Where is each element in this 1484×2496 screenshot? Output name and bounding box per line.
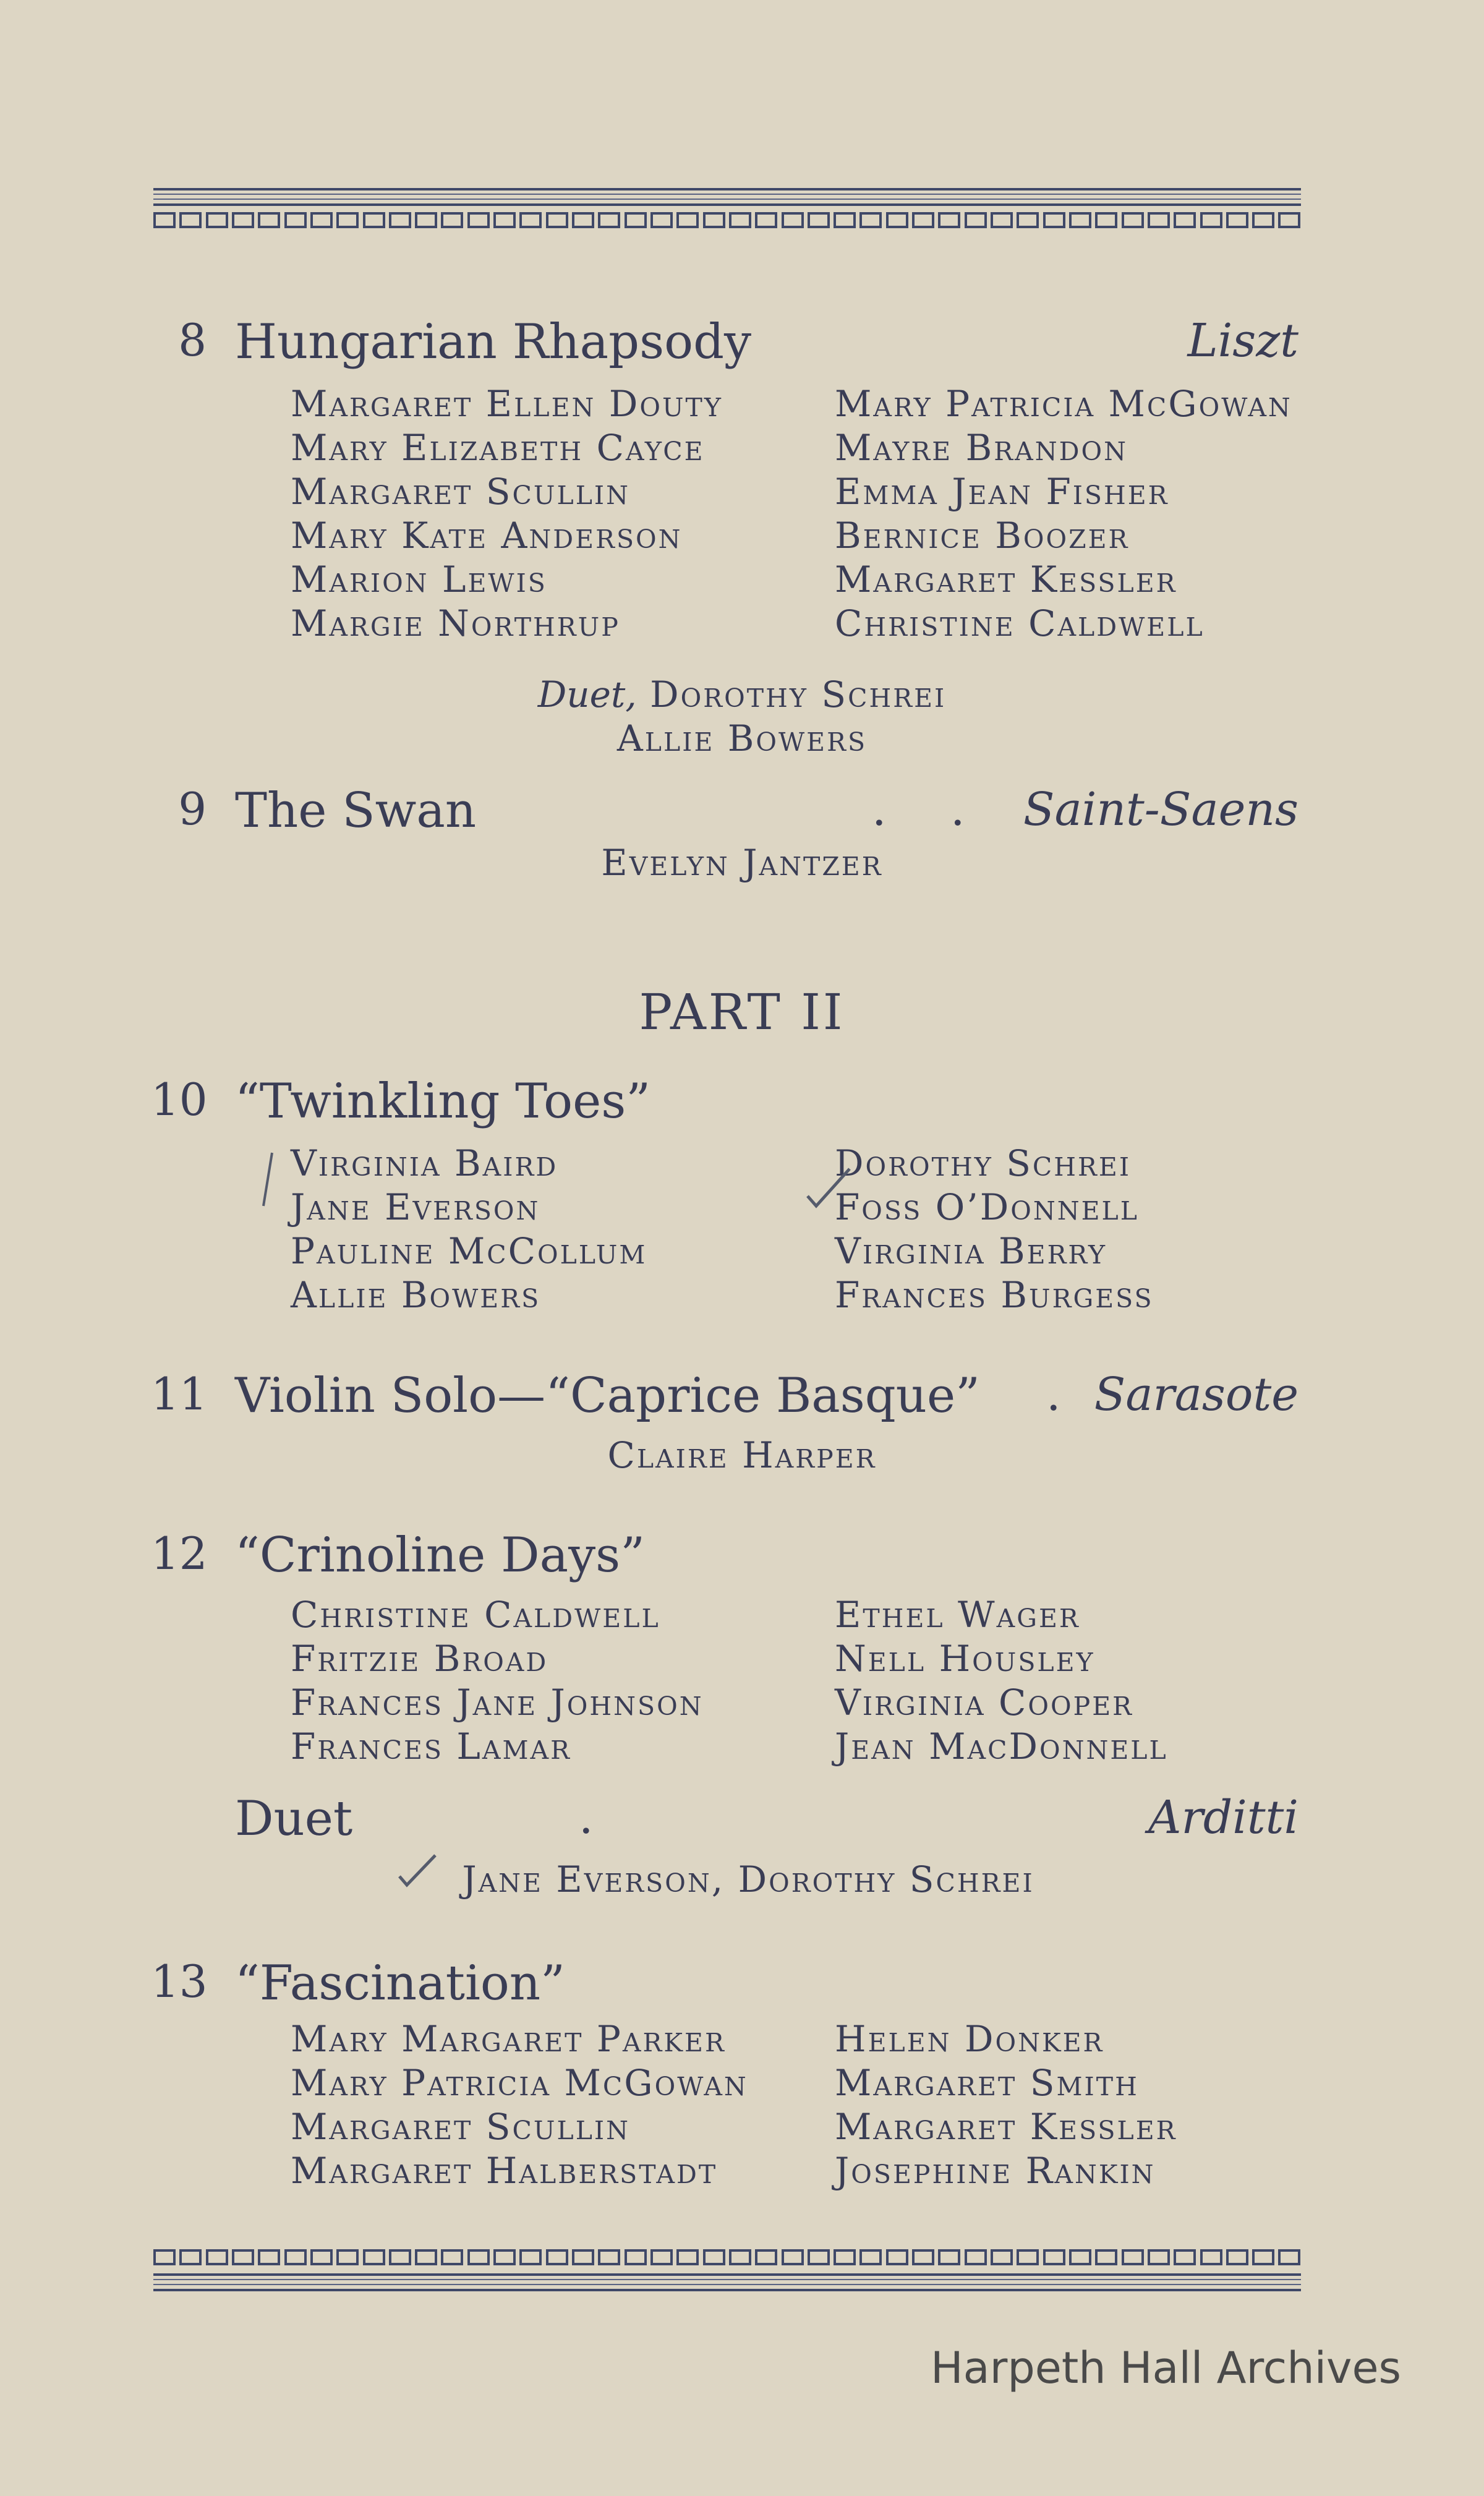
item-10-names-right [835, 1142, 1154, 1317]
border-square [519, 212, 542, 228]
leader-dots: . . [872, 783, 990, 836]
item-12-duet-performers: Jane Everson, Dorothy Schrei [462, 1858, 1034, 1900]
border-square [336, 2249, 359, 2265]
border-square [729, 2249, 751, 2265]
performer-name: Frances Jane Johnson [291, 1682, 704, 1724]
border-squares [153, 209, 1301, 231]
border-square [206, 212, 228, 228]
border-square [1174, 2249, 1196, 2265]
border-square [206, 2249, 228, 2265]
border-square [389, 212, 411, 228]
border-lines [153, 188, 1301, 206]
border-square [389, 2249, 411, 2265]
border-square [1043, 212, 1065, 228]
leader-dots: . [579, 1791, 618, 1844]
border-square [938, 212, 960, 228]
border-square [467, 2249, 490, 2265]
item-number: 9 [178, 783, 207, 835]
item-8-names-left [291, 382, 723, 646]
performer-name: Margaret Halberstadt [291, 2150, 718, 2192]
border-square [153, 212, 176, 228]
border-square [676, 2249, 699, 2265]
duet-title: Duet [235, 1791, 353, 1847]
border-square [782, 212, 804, 228]
item-8-names-right [835, 382, 1292, 646]
border-square [1278, 212, 1300, 228]
item-number: 11 [151, 1368, 208, 1420]
item-11-performer: Claire Harper [607, 1434, 877, 1476]
item-title: “Crinoline Days” [235, 1528, 646, 1583]
border-square [676, 212, 699, 228]
border-square [625, 212, 647, 228]
performer-name: Mary Margaret Parker [291, 2018, 726, 2060]
border-square [859, 2249, 882, 2265]
border-square [834, 2249, 856, 2265]
border-square [1200, 212, 1222, 228]
border-squares [153, 2246, 1301, 2268]
border-square [441, 2249, 463, 2265]
border-square [284, 2249, 307, 2265]
item-title: “Twinkling Toes” [235, 1074, 651, 1129]
performer-name: Christine Caldwell [291, 1594, 660, 1636]
border-square [258, 2249, 280, 2265]
border-square [886, 2249, 908, 2265]
item-12-names-left [291, 1593, 704, 1769]
performer-name: Pauline McCollum [291, 1230, 647, 1272]
border-square [729, 212, 751, 228]
border-square [991, 2249, 1013, 2265]
border-square [363, 212, 385, 228]
border-square [1017, 212, 1039, 228]
border-square [546, 2249, 568, 2265]
performer-name: Mary Patricia McGowan [835, 383, 1292, 425]
border-square [441, 212, 463, 228]
performer-name: Margaret Kessler [835, 558, 1177, 600]
bottom-decorative-border [153, 2246, 1301, 2294]
border-square [886, 212, 908, 228]
performer-name: Helen Donker [835, 2018, 1104, 2060]
item-composer: Sarasote [1094, 1368, 1298, 1421]
performer-name: Jane Everson [291, 1186, 540, 1228]
archive-watermark-label: Harpeth Hall Archives [931, 2343, 1401, 2393]
border-square [572, 212, 594, 228]
border-square [467, 212, 490, 228]
performer-name: Virginia Berry [835, 1230, 1107, 1272]
item-number: 13 [151, 1955, 208, 2007]
item-composer: Arditti [1148, 1791, 1298, 1844]
border-square [363, 2249, 385, 2265]
border-square [598, 212, 620, 228]
performer-name: Ethel Wager [835, 1594, 1080, 1636]
item-title: Violin Solo—“Caprice Basque” [235, 1368, 981, 1424]
border-square [284, 212, 307, 228]
performer-name: Jean MacDonnell [835, 1725, 1168, 1767]
border-square [755, 212, 777, 228]
border-square [572, 2249, 594, 2265]
performer-name: Bernice Boozer [835, 515, 1130, 557]
performer-name: Margaret Smith [835, 2062, 1139, 2104]
border-square [1148, 212, 1170, 228]
performer-name: Margaret Scullin [291, 471, 630, 513]
item-9-performer: Evelyn Jantzer [601, 842, 883, 884]
border-square [310, 212, 333, 228]
border-square [1148, 2249, 1170, 2265]
border-square [965, 2249, 987, 2265]
leader-dots: . [1046, 1368, 1086, 1421]
performer-name: Fritzie Broad [291, 1638, 548, 1680]
performer-name: Mary Patricia McGowan [291, 2062, 748, 2104]
performer-name: Virginia Cooper [835, 1682, 1134, 1724]
border-square [834, 212, 856, 228]
border-square [782, 2249, 804, 2265]
border-square [991, 212, 1013, 228]
border-square [1122, 2249, 1144, 2265]
border-square [965, 212, 987, 228]
item-title: Hungarian Rhapsody [235, 314, 752, 370]
performer-name: Frances Lamar [291, 1725, 572, 1767]
performer-name: Margaret Ellen Douty [291, 383, 723, 425]
border-square [938, 2249, 960, 2265]
item-number: 12 [151, 1528, 208, 1579]
performer-name: Virginia Baird [291, 1142, 558, 1184]
border-square [859, 212, 882, 228]
border-square [808, 2249, 830, 2265]
performer-name: Emma Jean Fisher [835, 471, 1169, 513]
border-square [703, 2249, 725, 2265]
border-square [1069, 2249, 1091, 2265]
border-square [179, 212, 202, 228]
item-8-duet-line-2 [0, 717, 1484, 761]
border-square [415, 212, 437, 228]
border-square [703, 212, 725, 228]
item-title: The Swan [235, 783, 477, 839]
performer-name: Margie Northrup [291, 602, 620, 644]
part-heading: PART II [639, 983, 845, 1041]
border-square [912, 2249, 934, 2265]
border-square [232, 212, 254, 228]
item-composer: Liszt [1187, 314, 1298, 367]
top-decorative-border [153, 188, 1301, 231]
item-number: 8 [178, 314, 207, 366]
performer-name: Mary Elizabeth Cayce [291, 427, 705, 469]
item-12-names-right [835, 1593, 1168, 1769]
performer-name: Frances Burgess [835, 1274, 1154, 1316]
performer-name: Josephine Rankin [835, 2150, 1156, 2192]
border-square [650, 212, 673, 228]
duet-performer: Dorothy Schrei [650, 673, 947, 716]
border-square [755, 2249, 777, 2265]
border-square [310, 2249, 333, 2265]
border-square [625, 2249, 647, 2265]
checkmark-icon [804, 1163, 853, 1212]
pencil-mark-icon [258, 1149, 277, 1211]
performer-name: Dorothy Schrei [835, 1142, 1132, 1184]
border-square [912, 212, 934, 228]
performer-name: Marion Lewis [291, 558, 547, 600]
performer-name: Nell Housley [835, 1638, 1095, 1680]
border-square [1017, 2249, 1039, 2265]
border-square [258, 212, 280, 228]
item-13-names-right [835, 2017, 1177, 2193]
border-square [336, 212, 359, 228]
performer-name: Margaret Kessler [835, 2106, 1177, 2148]
performer-name: Allie Bowers [291, 1274, 541, 1316]
item-13-names-left [291, 2017, 748, 2193]
item-8-duet-line [0, 673, 1484, 717]
item-number: 10 [151, 1074, 208, 1126]
border-square [519, 2249, 542, 2265]
border-square [598, 2249, 620, 2265]
duet-performer: Allie Bowers [616, 717, 868, 759]
performer-name: Mayre Brandon [835, 427, 1128, 469]
border-square [650, 2249, 673, 2265]
performer-name: Foss O’Donnell [835, 1186, 1139, 1228]
performer-name: Margaret Scullin [291, 2106, 630, 2148]
border-square [179, 2249, 202, 2265]
item-title: “Fascination” [235, 1955, 565, 2011]
border-square [153, 2249, 176, 2265]
border-square [415, 2249, 437, 2265]
border-square [493, 2249, 516, 2265]
border-square [1122, 212, 1144, 228]
border-square [1226, 2249, 1248, 2265]
border-square [1226, 212, 1248, 228]
border-square [1252, 2249, 1274, 2265]
border-square [1095, 212, 1117, 228]
performer-name: Christine Caldwell [835, 602, 1205, 644]
performer-name: Mary Kate Anderson [291, 515, 683, 557]
border-square [808, 212, 830, 228]
item-10-names-left [291, 1142, 647, 1317]
border-square [1252, 212, 1274, 228]
border-square [1200, 2249, 1222, 2265]
border-square [493, 212, 516, 228]
border-square [1174, 212, 1196, 228]
border-square [1278, 2249, 1300, 2265]
item-composer: Saint-Saens [1023, 783, 1298, 836]
duet-label: Duet, [537, 673, 637, 716]
border-square [546, 212, 568, 228]
border-square [1095, 2249, 1117, 2265]
border-square [1043, 2249, 1065, 2265]
border-lines [153, 2273, 1301, 2291]
border-square [1069, 212, 1091, 228]
border-square [232, 2249, 254, 2265]
